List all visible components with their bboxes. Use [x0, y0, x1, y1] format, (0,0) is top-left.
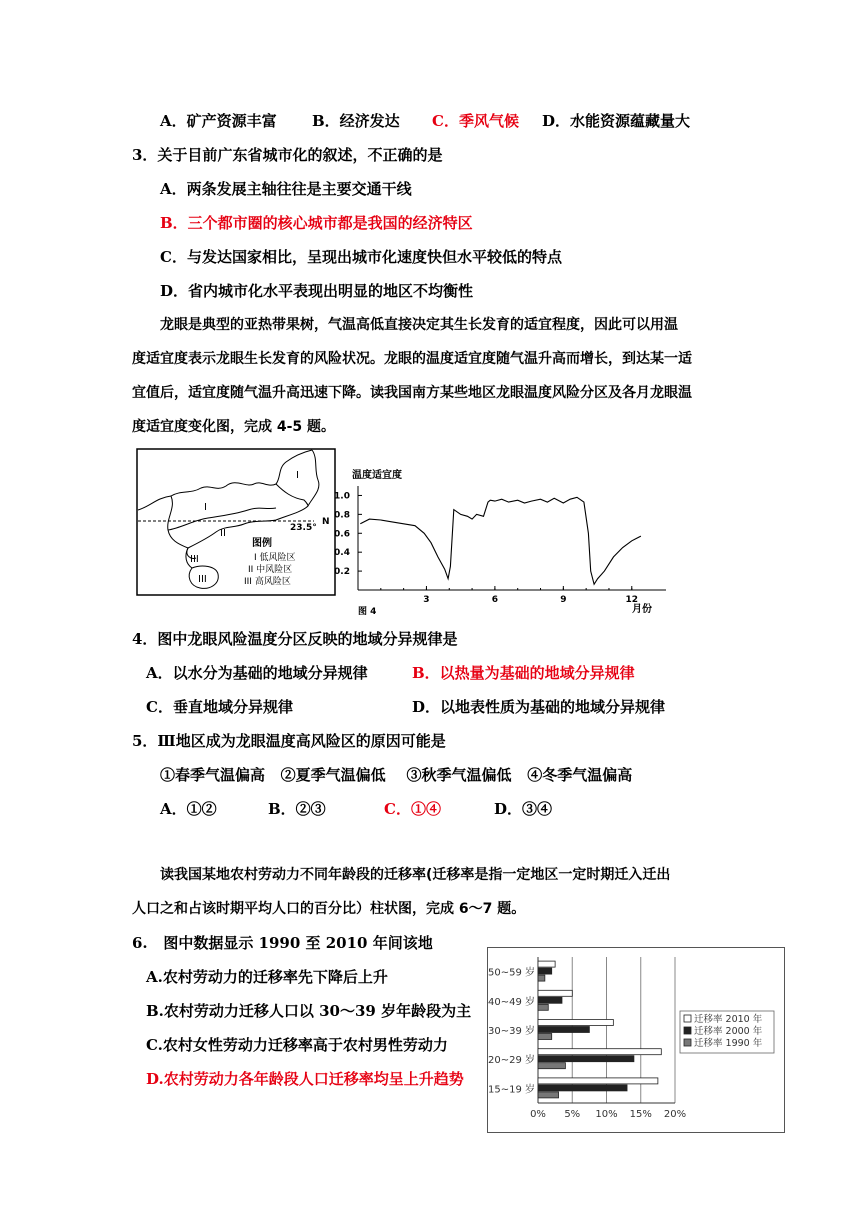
- q6-option-a: A.农村劳动力的迁移率先下降后上升: [146, 968, 388, 986]
- chart-x-tick-label: 9: [560, 595, 567, 605]
- passage1-line: 宜值后，适宜度随气温升高迅速下降。读我国南方某些地区龙眼温度风险分区及各月龙眼温: [132, 385, 692, 401]
- q5-options: [160, 799, 580, 819]
- q3-option-b: B．三个都市圈的核心城市都是我国的经济特区: [160, 214, 473, 232]
- passage1-line: 龙眼是典型的亚热带果树，气温高低直接决定其生长发育的适宜程度，因此可以用温: [160, 317, 678, 333]
- chart-figure-label: 图 4: [358, 607, 377, 617]
- passage1-line: 度适宜度变化图，完成 4-5 题。: [132, 419, 336, 435]
- q3-option-d: D．省内城市化水平表现出明显的地区不均衡性: [160, 282, 474, 300]
- passage1-line: 度适宜度表示龙眼生长发育的风险状况。龙眼的温度适宜度随气温升高而增长，到达某一适: [132, 351, 692, 367]
- q5-stem: 5．Ⅲ地区成为龙眼温度高风险区的原因可能是: [132, 732, 446, 750]
- bar-legend-swatch: [684, 1027, 691, 1034]
- region-label: III: [190, 554, 199, 565]
- bar-mark: [538, 1004, 548, 1010]
- bar-mark: [538, 997, 562, 1003]
- bar-legend-label: 迁移率 2010 年: [694, 1014, 763, 1025]
- chart-ylabel: 温度适宜度: [352, 470, 402, 481]
- chart-y-tick-label: 0.8: [334, 510, 350, 521]
- lat-label: 23.5°: [290, 523, 317, 533]
- q4-option-c: C．垂直地域分异规律: [146, 698, 293, 716]
- legend-item-high: III 高风险区: [244, 577, 291, 587]
- bar-mark: [538, 1020, 613, 1026]
- q3-stem: 3．关于目前广东省城市化的叙述，不正确的是: [132, 146, 443, 164]
- q5-statements: ①春季气温偏高 ②夏季气温偏低 ③秋季气温偏低 ④冬季气温偏高: [160, 766, 633, 784]
- passage2-line: 人口之和占该时期平均人口的百分比）柱状图，完成 6～7 题。: [132, 901, 526, 917]
- q2-option-d: D．水能资源蕴藏量大: [542, 112, 691, 130]
- region-label: I: [296, 470, 299, 481]
- migration-bar-chart: [487, 947, 785, 1133]
- region-label: I: [204, 502, 207, 513]
- bar-legend-label: 迁移率 2000 年: [694, 1026, 763, 1037]
- bar-mark: [538, 990, 572, 996]
- q4-stem: 4．图中龙眼风险温度分区反映的地域分异规律是: [132, 630, 458, 648]
- chart-y-tick-label: 0.2: [334, 567, 350, 578]
- q6-stem: 6. 图中数据显示 1990 至 2010 年间该地: [132, 934, 433, 952]
- bar-mark: [538, 975, 545, 981]
- bar-x-tick-label: 5%: [564, 1109, 581, 1120]
- chart-y-tick-label: 0.4: [334, 548, 350, 559]
- bar-mark: [538, 961, 555, 967]
- q5-option-a: A．①②: [160, 800, 217, 818]
- chart-x-tick-label: 6: [491, 595, 499, 605]
- chart-y-tick-label: 0.6: [334, 529, 350, 540]
- q2-options: [160, 111, 720, 131]
- suitability-line-chart: [334, 462, 678, 620]
- bar-mark: [538, 1056, 634, 1062]
- bar-category-label: 40~49 岁: [487, 996, 535, 1008]
- bar-legend-swatch: [684, 1015, 691, 1022]
- bar-x-tick-label: 10%: [595, 1109, 618, 1120]
- q2-option-a: A．矿产资源丰富: [160, 112, 277, 130]
- bar-category-label: 20~29 岁: [487, 1055, 535, 1067]
- q3-option-c: C．与发达国家相比，呈现出城市化速度快但水平较低的特点: [160, 248, 562, 266]
- q6-option-c: C.农村女性劳动力迁移率高于农村男性劳动力: [146, 1036, 448, 1054]
- q2-option-c: C．季风气候: [432, 112, 519, 130]
- bar-category-label: 30~39 岁: [487, 1026, 535, 1037]
- q5-option-d: D．③④: [494, 800, 553, 818]
- legend-item-low: I 低风险区: [254, 553, 296, 563]
- bar-x-tick-label: 15%: [629, 1109, 652, 1120]
- chart-x-tick-label: 12: [625, 595, 639, 605]
- q6-option-d: D.农村劳动力各年龄段人口迁移率均呈上升趋势: [146, 1070, 464, 1088]
- bar-mark: [538, 968, 552, 974]
- q5-option-c: C．①④: [384, 800, 441, 818]
- bar-legend-label: 迁移率 1990 年: [694, 1038, 763, 1049]
- bar-mark: [538, 1027, 589, 1033]
- chart-xlabel: 月份: [632, 604, 652, 615]
- risk-zone-map: [136, 448, 336, 596]
- chart-y-tick-label: 1.0: [334, 491, 350, 502]
- legend-item-mid: II 中风险区: [248, 565, 293, 575]
- q2-option-b: B．经济发达: [312, 112, 400, 130]
- passage2-line: 读我国某地农村劳动力不同年龄段的迁移率(迁移率是指一定地区一定时期迁入迁出: [160, 867, 671, 883]
- bar-mark: [538, 1049, 661, 1055]
- bar-mark: [538, 1034, 552, 1040]
- region-label: III: [198, 574, 207, 585]
- legend-title: 图例: [252, 538, 272, 549]
- region-label: II: [220, 528, 226, 539]
- bar-x-tick-label: 20%: [663, 1109, 687, 1120]
- bar-mark: [538, 1078, 658, 1084]
- bar-x-tick-label: 0%: [530, 1109, 546, 1120]
- chart-x-tick-label: 3: [423, 595, 430, 605]
- q3-option-a: A．两条发展主轴往往是主要交通干线: [160, 180, 412, 198]
- q4-option-b: B．以热量为基础的地域分异规律: [412, 664, 635, 682]
- bar-category-label: 50~59 岁: [487, 967, 535, 979]
- q4-option-a: A．以水分为基础的地域分异规律: [146, 664, 368, 682]
- bar-mark: [538, 1063, 565, 1069]
- q6-option-b: B.农村劳动力迁移人口以 30～39 岁年龄段为主: [146, 1002, 472, 1020]
- bar-mark: [538, 1085, 627, 1091]
- bar-category-label: 15~19 岁: [487, 1084, 535, 1096]
- bar-legend-swatch: [684, 1039, 691, 1046]
- q4-option-d: D．以地表性质为基础的地域分异规律: [412, 698, 666, 716]
- chart-series-line: [360, 497, 641, 584]
- q5-option-b: B．②③: [268, 800, 326, 818]
- bar-mark: [538, 1092, 559, 1098]
- n-label: N: [322, 517, 330, 527]
